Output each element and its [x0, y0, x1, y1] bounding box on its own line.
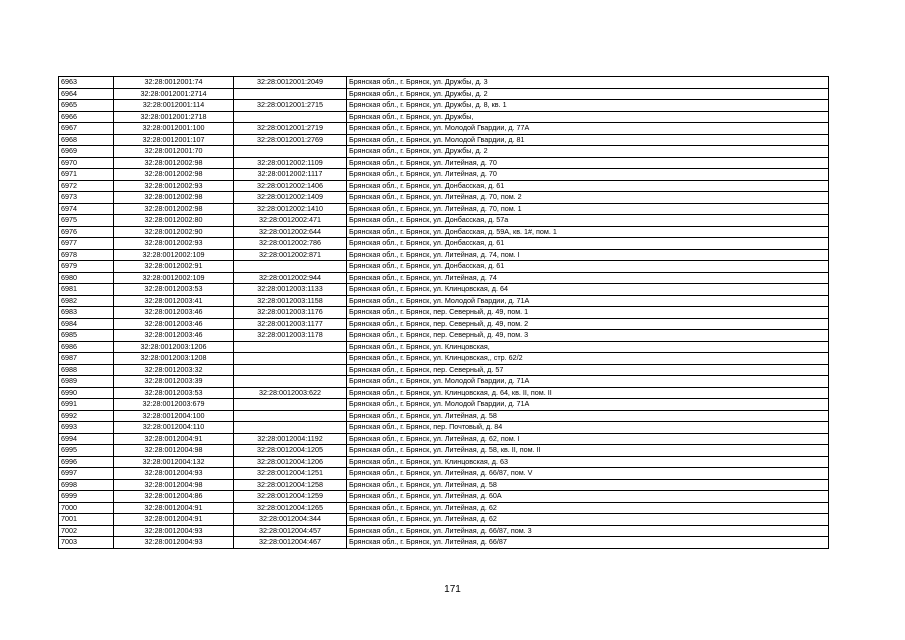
- address-cell: Брянская обл., г. Брянск, ул. Дружбы, д. 8, кв. 1: [347, 100, 829, 112]
- table-row: [59, 192, 829, 204]
- land-cadastral-number-cell: 32:28:0012004:91: [114, 433, 234, 445]
- table-row: [59, 468, 829, 480]
- address-cell: Брянская обл., г. Брянск, ул. Донбасская, д. 61: [347, 238, 829, 250]
- object-cadastral-number-cell: 32:28:0012003:1177: [234, 318, 347, 330]
- object-cadastral-number-cell: 32:28:0012004:1251: [234, 468, 347, 480]
- row-number-cell: 6975: [59, 215, 114, 227]
- table-row: [59, 318, 829, 330]
- object-cadastral-number-cell: [234, 146, 347, 158]
- land-cadastral-number-cell: 32:28:0012002:109: [114, 272, 234, 284]
- row-number-cell: 6993: [59, 422, 114, 434]
- address-cell: Брянская обл., г. Брянск, ул. Литейная, д. 62: [347, 502, 829, 514]
- row-number-cell: 6994: [59, 433, 114, 445]
- object-cadastral-number-cell: 32:28:0012001:2719: [234, 123, 347, 135]
- table-row: [59, 169, 829, 181]
- object-cadastral-number-cell: 32:28:0012004:467: [234, 537, 347, 549]
- address-cell: Брянская обл., г. Брянск, ул. Литейная, д. 66/87, пом. V: [347, 468, 829, 480]
- address-cell: Брянская обл., г. Брянск, ул. Литейная, д. 70: [347, 157, 829, 169]
- table-row: [59, 272, 829, 284]
- object-cadastral-number-cell: 32:28:0012002:1109: [234, 157, 347, 169]
- address-cell: Брянская обл., г. Брянск, пер. Северный, д. 49, пом. 1: [347, 307, 829, 319]
- row-number-cell: 7003: [59, 537, 114, 549]
- row-number-cell: 6968: [59, 134, 114, 146]
- table-row: [59, 537, 829, 549]
- object-cadastral-number-cell: 32:28:0012002:871: [234, 249, 347, 261]
- table-row: [59, 364, 829, 376]
- land-cadastral-number-cell: 32:28:0012004:98: [114, 479, 234, 491]
- row-number-cell: 6995: [59, 445, 114, 457]
- object-cadastral-number-cell: [234, 376, 347, 388]
- row-number-cell: 6987: [59, 353, 114, 365]
- object-cadastral-number-cell: 32:28:0012002:786: [234, 238, 347, 250]
- object-cadastral-number-cell: 32:28:0012004:1205: [234, 445, 347, 457]
- land-cadastral-number-cell: 32:28:0012001:114: [114, 100, 234, 112]
- land-cadastral-number-cell: 32:28:0012004:132: [114, 456, 234, 468]
- table-row: [59, 491, 829, 503]
- table-row: [59, 502, 829, 514]
- row-number-cell: 6991: [59, 399, 114, 411]
- row-number-cell: 6988: [59, 364, 114, 376]
- land-cadastral-number-cell: 32:28:0012001:74: [114, 77, 234, 89]
- object-cadastral-number-cell: [234, 353, 347, 365]
- address-cell: Брянская обл., г. Брянск, ул. Литейная, д. 58, кв. II, пом. II: [347, 445, 829, 457]
- address-cell: Брянская обл., г. Брянск, ул. Молодой Гвардии, д. 71А: [347, 295, 829, 307]
- address-cell: Брянская обл., г. Брянск, ул. Литейная, д. 66/87, пом. 3: [347, 525, 829, 537]
- table-row: [59, 249, 829, 261]
- table-row: [59, 111, 829, 123]
- address-cell: Брянская обл., г. Брянск, ул. Донбасская, д. 61: [347, 261, 829, 273]
- row-number-cell: 6986: [59, 341, 114, 353]
- table-row: [59, 376, 829, 388]
- address-cell: Брянская обл., г. Брянск, ул. Дружбы, д. 3: [347, 77, 829, 89]
- address-cell: Брянская обл., г. Брянск, ул. Донбасская, д. 61: [347, 180, 829, 192]
- object-cadastral-number-cell: 32:28:0012001:2715: [234, 100, 347, 112]
- table-row: [59, 203, 829, 215]
- object-cadastral-number-cell: 32:28:0012003:1133: [234, 284, 347, 296]
- land-cadastral-number-cell: 32:28:0012004:91: [114, 514, 234, 526]
- table-row: [59, 226, 829, 238]
- table-row: [59, 341, 829, 353]
- row-number-cell: 6977: [59, 238, 114, 250]
- row-number-cell: 6981: [59, 284, 114, 296]
- table-row: [59, 399, 829, 411]
- row-number-cell: 6967: [59, 123, 114, 135]
- address-cell: Брянская обл., г. Брянск, пер. Почтовый, д. 84: [347, 422, 829, 434]
- table-row: [59, 215, 829, 227]
- row-number-cell: 6970: [59, 157, 114, 169]
- object-cadastral-number-cell: [234, 364, 347, 376]
- land-cadastral-number-cell: 32:28:0012003:41: [114, 295, 234, 307]
- row-number-cell: 6982: [59, 295, 114, 307]
- object-cadastral-number-cell: 32:28:0012001:2049: [234, 77, 347, 89]
- land-cadastral-number-cell: 32:28:0012004:98: [114, 445, 234, 457]
- row-number-cell: 6985: [59, 330, 114, 342]
- object-cadastral-number-cell: 32:28:0012003:622: [234, 387, 347, 399]
- address-cell: Брянская обл., г. Брянск, ул. Дружбы, д. 2: [347, 88, 829, 100]
- address-cell: Брянская обл., г. Брянск, ул. Литейная, д. 66/87: [347, 537, 829, 549]
- row-number-cell: 7000: [59, 502, 114, 514]
- row-number-cell: 6966: [59, 111, 114, 123]
- table-row: [59, 479, 829, 491]
- row-number-cell: 6971: [59, 169, 114, 181]
- row-number-cell: 6974: [59, 203, 114, 215]
- land-cadastral-number-cell: 32:28:0012002:98: [114, 157, 234, 169]
- land-cadastral-number-cell: 32:28:0012002:98: [114, 192, 234, 204]
- object-cadastral-number-cell: 32:28:0012004:1259: [234, 491, 347, 503]
- address-cell: Брянская обл., г. Брянск, ул. Литейная, д. 70: [347, 169, 829, 181]
- land-cadastral-number-cell: 32:28:0012004:86: [114, 491, 234, 503]
- row-number-cell: 6989: [59, 376, 114, 388]
- row-number-cell: 6996: [59, 456, 114, 468]
- cadastral-registry-table: [58, 76, 829, 549]
- object-cadastral-number-cell: 32:28:0012004:1265: [234, 502, 347, 514]
- table-row: [59, 146, 829, 158]
- row-number-cell: 6976: [59, 226, 114, 238]
- object-cadastral-number-cell: 32:28:0012002:1406: [234, 180, 347, 192]
- table-row: [59, 123, 829, 135]
- object-cadastral-number-cell: 32:28:0012002:644: [234, 226, 347, 238]
- object-cadastral-number-cell: [234, 410, 347, 422]
- table-row: [59, 157, 829, 169]
- land-cadastral-number-cell: 32:28:0012001:107: [114, 134, 234, 146]
- row-number-cell: 6978: [59, 249, 114, 261]
- object-cadastral-number-cell: [234, 261, 347, 273]
- land-cadastral-number-cell: 32:28:0012002:91: [114, 261, 234, 273]
- table-row: [59, 433, 829, 445]
- land-cadastral-number-cell: 32:28:0012004:110: [114, 422, 234, 434]
- table-row: [59, 410, 829, 422]
- object-cadastral-number-cell: [234, 341, 347, 353]
- table-row: [59, 330, 829, 342]
- table-row: [59, 525, 829, 537]
- address-cell: Брянская обл., г. Брянск, ул. Донбасская, д. 57а: [347, 215, 829, 227]
- land-cadastral-number-cell: 32:28:0012002:98: [114, 169, 234, 181]
- land-cadastral-number-cell: 32:28:0012001:2714: [114, 88, 234, 100]
- land-cadastral-number-cell: 32:28:0012003:53: [114, 284, 234, 296]
- table-row: [59, 284, 829, 296]
- object-cadastral-number-cell: [234, 111, 347, 123]
- land-cadastral-number-cell: 32:28:0012001:70: [114, 146, 234, 158]
- land-cadastral-number-cell: 32:28:0012003:46: [114, 330, 234, 342]
- address-cell: Брянская обл., г. Брянск, ул. Литейная, д. 70, пом. 2: [347, 192, 829, 204]
- table-row: [59, 238, 829, 250]
- table-row: [59, 295, 829, 307]
- land-cadastral-number-cell: 32:28:0012002:109: [114, 249, 234, 261]
- land-cadastral-number-cell: 32:28:0012003:53: [114, 387, 234, 399]
- land-cadastral-number-cell: 32:28:0012001:2718: [114, 111, 234, 123]
- land-cadastral-number-cell: 32:28:0012003:1206: [114, 341, 234, 353]
- address-cell: Брянская обл., г. Брянск, ул. Дружбы,: [347, 111, 829, 123]
- row-number-cell: 6983: [59, 307, 114, 319]
- table-row: [59, 307, 829, 319]
- row-number-cell: 6972: [59, 180, 114, 192]
- address-cell: Брянская обл., г. Брянск, пер. Северный, д. 49, пом. 2: [347, 318, 829, 330]
- table-row: [59, 77, 829, 89]
- page-number: 171: [444, 584, 461, 595]
- land-cadastral-number-cell: 32:28:0012002:80: [114, 215, 234, 227]
- address-cell: Брянская обл., г. Брянск, ул. Клинцовская,, стр. 62/2: [347, 353, 829, 365]
- object-cadastral-number-cell: 32:28:0012004:1258: [234, 479, 347, 491]
- land-cadastral-number-cell: 32:28:0012003:679: [114, 399, 234, 411]
- land-cadastral-number-cell: 32:28:0012003:46: [114, 318, 234, 330]
- object-cadastral-number-cell: 32:28:0012001:2769: [234, 134, 347, 146]
- address-cell: Брянская обл., г. Брянск, ул. Донбасская, д. 59А, кв. 1#, пом. 1: [347, 226, 829, 238]
- land-cadastral-number-cell: 32:28:0012004:93: [114, 468, 234, 480]
- object-cadastral-number-cell: 32:28:0012004:1206: [234, 456, 347, 468]
- land-cadastral-number-cell: 32:28:0012003:46: [114, 307, 234, 319]
- table-row: [59, 445, 829, 457]
- address-cell: Брянская обл., г. Брянск, ул. Молодой Гвардии, д. 77А: [347, 123, 829, 135]
- object-cadastral-number-cell: 32:28:0012004:344: [234, 514, 347, 526]
- land-cadastral-number-cell: 32:28:0012004:91: [114, 502, 234, 514]
- address-cell: Брянская обл., г. Брянск, ул. Молодой Гвардии, д. 71А: [347, 376, 829, 388]
- object-cadastral-number-cell: 32:28:0012002:471: [234, 215, 347, 227]
- object-cadastral-number-cell: 32:28:0012003:1178: [234, 330, 347, 342]
- row-number-cell: 7001: [59, 514, 114, 526]
- land-cadastral-number-cell: 32:28:0012004:93: [114, 525, 234, 537]
- object-cadastral-number-cell: [234, 88, 347, 100]
- land-cadastral-number-cell: 32:28:0012002:90: [114, 226, 234, 238]
- address-cell: Брянская обл., г. Брянск, ул. Литейная, д. 60А: [347, 491, 829, 503]
- address-cell: Брянская обл., г. Брянск, ул. Литейная, д. 62, пом. I: [347, 433, 829, 445]
- address-cell: Брянская обл., г. Брянск, ул. Литейная, д. 58: [347, 479, 829, 491]
- object-cadastral-number-cell: 32:28:0012004:1192: [234, 433, 347, 445]
- address-cell: Брянская обл., г. Брянск, ул. Дружбы, д. 2: [347, 146, 829, 158]
- object-cadastral-number-cell: 32:28:0012002:1409: [234, 192, 347, 204]
- address-cell: Брянская обл., г. Брянск, ул. Клинцовская,: [347, 341, 829, 353]
- address-cell: Брянская обл., г. Брянск, ул. Литейная, д. 74: [347, 272, 829, 284]
- row-number-cell: 6973: [59, 192, 114, 204]
- address-cell: Брянская обл., г. Брянск, ул. Клинцовская, д. 64, кв. II, пом. II: [347, 387, 829, 399]
- address-cell: Брянская обл., г. Брянск, пер. Северный, д. 49, пом. 3: [347, 330, 829, 342]
- object-cadastral-number-cell: 32:28:0012004:457: [234, 525, 347, 537]
- address-cell: Брянская обл., г. Брянск, ул. Литейная, д. 58: [347, 410, 829, 422]
- row-number-cell: 6984: [59, 318, 114, 330]
- object-cadastral-number-cell: 32:28:0012003:1158: [234, 295, 347, 307]
- address-cell: Брянская обл., г. Брянск, ул. Клинцовская, д. 63: [347, 456, 829, 468]
- row-number-cell: 7002: [59, 525, 114, 537]
- land-cadastral-number-cell: 32:28:0012002:93: [114, 180, 234, 192]
- object-cadastral-number-cell: [234, 422, 347, 434]
- address-cell: Брянская обл., г. Брянск, ул. Молодой Гвардии, д. 71А: [347, 399, 829, 411]
- table-row: [59, 180, 829, 192]
- table-row: [59, 261, 829, 273]
- table-row: [59, 456, 829, 468]
- land-cadastral-number-cell: 32:28:0012003:39: [114, 376, 234, 388]
- row-number-cell: 6964: [59, 88, 114, 100]
- table-row: [59, 387, 829, 399]
- object-cadastral-number-cell: 32:28:0012002:944: [234, 272, 347, 284]
- row-number-cell: 6980: [59, 272, 114, 284]
- land-cadastral-number-cell: 32:28:0012001:100: [114, 123, 234, 135]
- address-cell: Брянская обл., г. Брянск, ул. Литейная, д. 70, пом. 1: [347, 203, 829, 215]
- row-number-cell: 6992: [59, 410, 114, 422]
- table-row: [59, 353, 829, 365]
- row-number-cell: 6965: [59, 100, 114, 112]
- land-cadastral-number-cell: 32:28:0012003:1208: [114, 353, 234, 365]
- row-number-cell: 6997: [59, 468, 114, 480]
- row-number-cell: 6999: [59, 491, 114, 503]
- address-cell: Брянская обл., г. Брянск, ул. Молодой Гвардии, д. 81: [347, 134, 829, 146]
- address-cell: Брянская обл., г. Брянск, ул. Литейная, д. 62: [347, 514, 829, 526]
- address-cell: Брянская обл., г. Брянск, ул. Литейная, д. 74, пом. I: [347, 249, 829, 261]
- row-number-cell: 6998: [59, 479, 114, 491]
- row-number-cell: 6990: [59, 387, 114, 399]
- row-number-cell: 6963: [59, 77, 114, 89]
- object-cadastral-number-cell: 32:28:0012002:1117: [234, 169, 347, 181]
- registry-table-body: [59, 77, 829, 549]
- object-cadastral-number-cell: 32:28:0012003:1176: [234, 307, 347, 319]
- address-cell: Брянская обл., г. Брянск, пер. Северный, д. 57: [347, 364, 829, 376]
- table-row: [59, 100, 829, 112]
- table-row: [59, 134, 829, 146]
- land-cadastral-number-cell: 32:28:0012002:98: [114, 203, 234, 215]
- object-cadastral-number-cell: 32:28:0012002:1410: [234, 203, 347, 215]
- row-number-cell: 6979: [59, 261, 114, 273]
- land-cadastral-number-cell: 32:28:0012004:93: [114, 537, 234, 549]
- row-number-cell: 6969: [59, 146, 114, 158]
- table-row: [59, 514, 829, 526]
- address-cell: Брянская обл., г. Брянск, ул. Клинцовская, д. 64: [347, 284, 829, 296]
- land-cadastral-number-cell: 32:28:0012004:100: [114, 410, 234, 422]
- table-row: [59, 88, 829, 100]
- table-row: [59, 422, 829, 434]
- land-cadastral-number-cell: 32:28:0012003:32: [114, 364, 234, 376]
- land-cadastral-number-cell: 32:28:0012002:93: [114, 238, 234, 250]
- object-cadastral-number-cell: [234, 399, 347, 411]
